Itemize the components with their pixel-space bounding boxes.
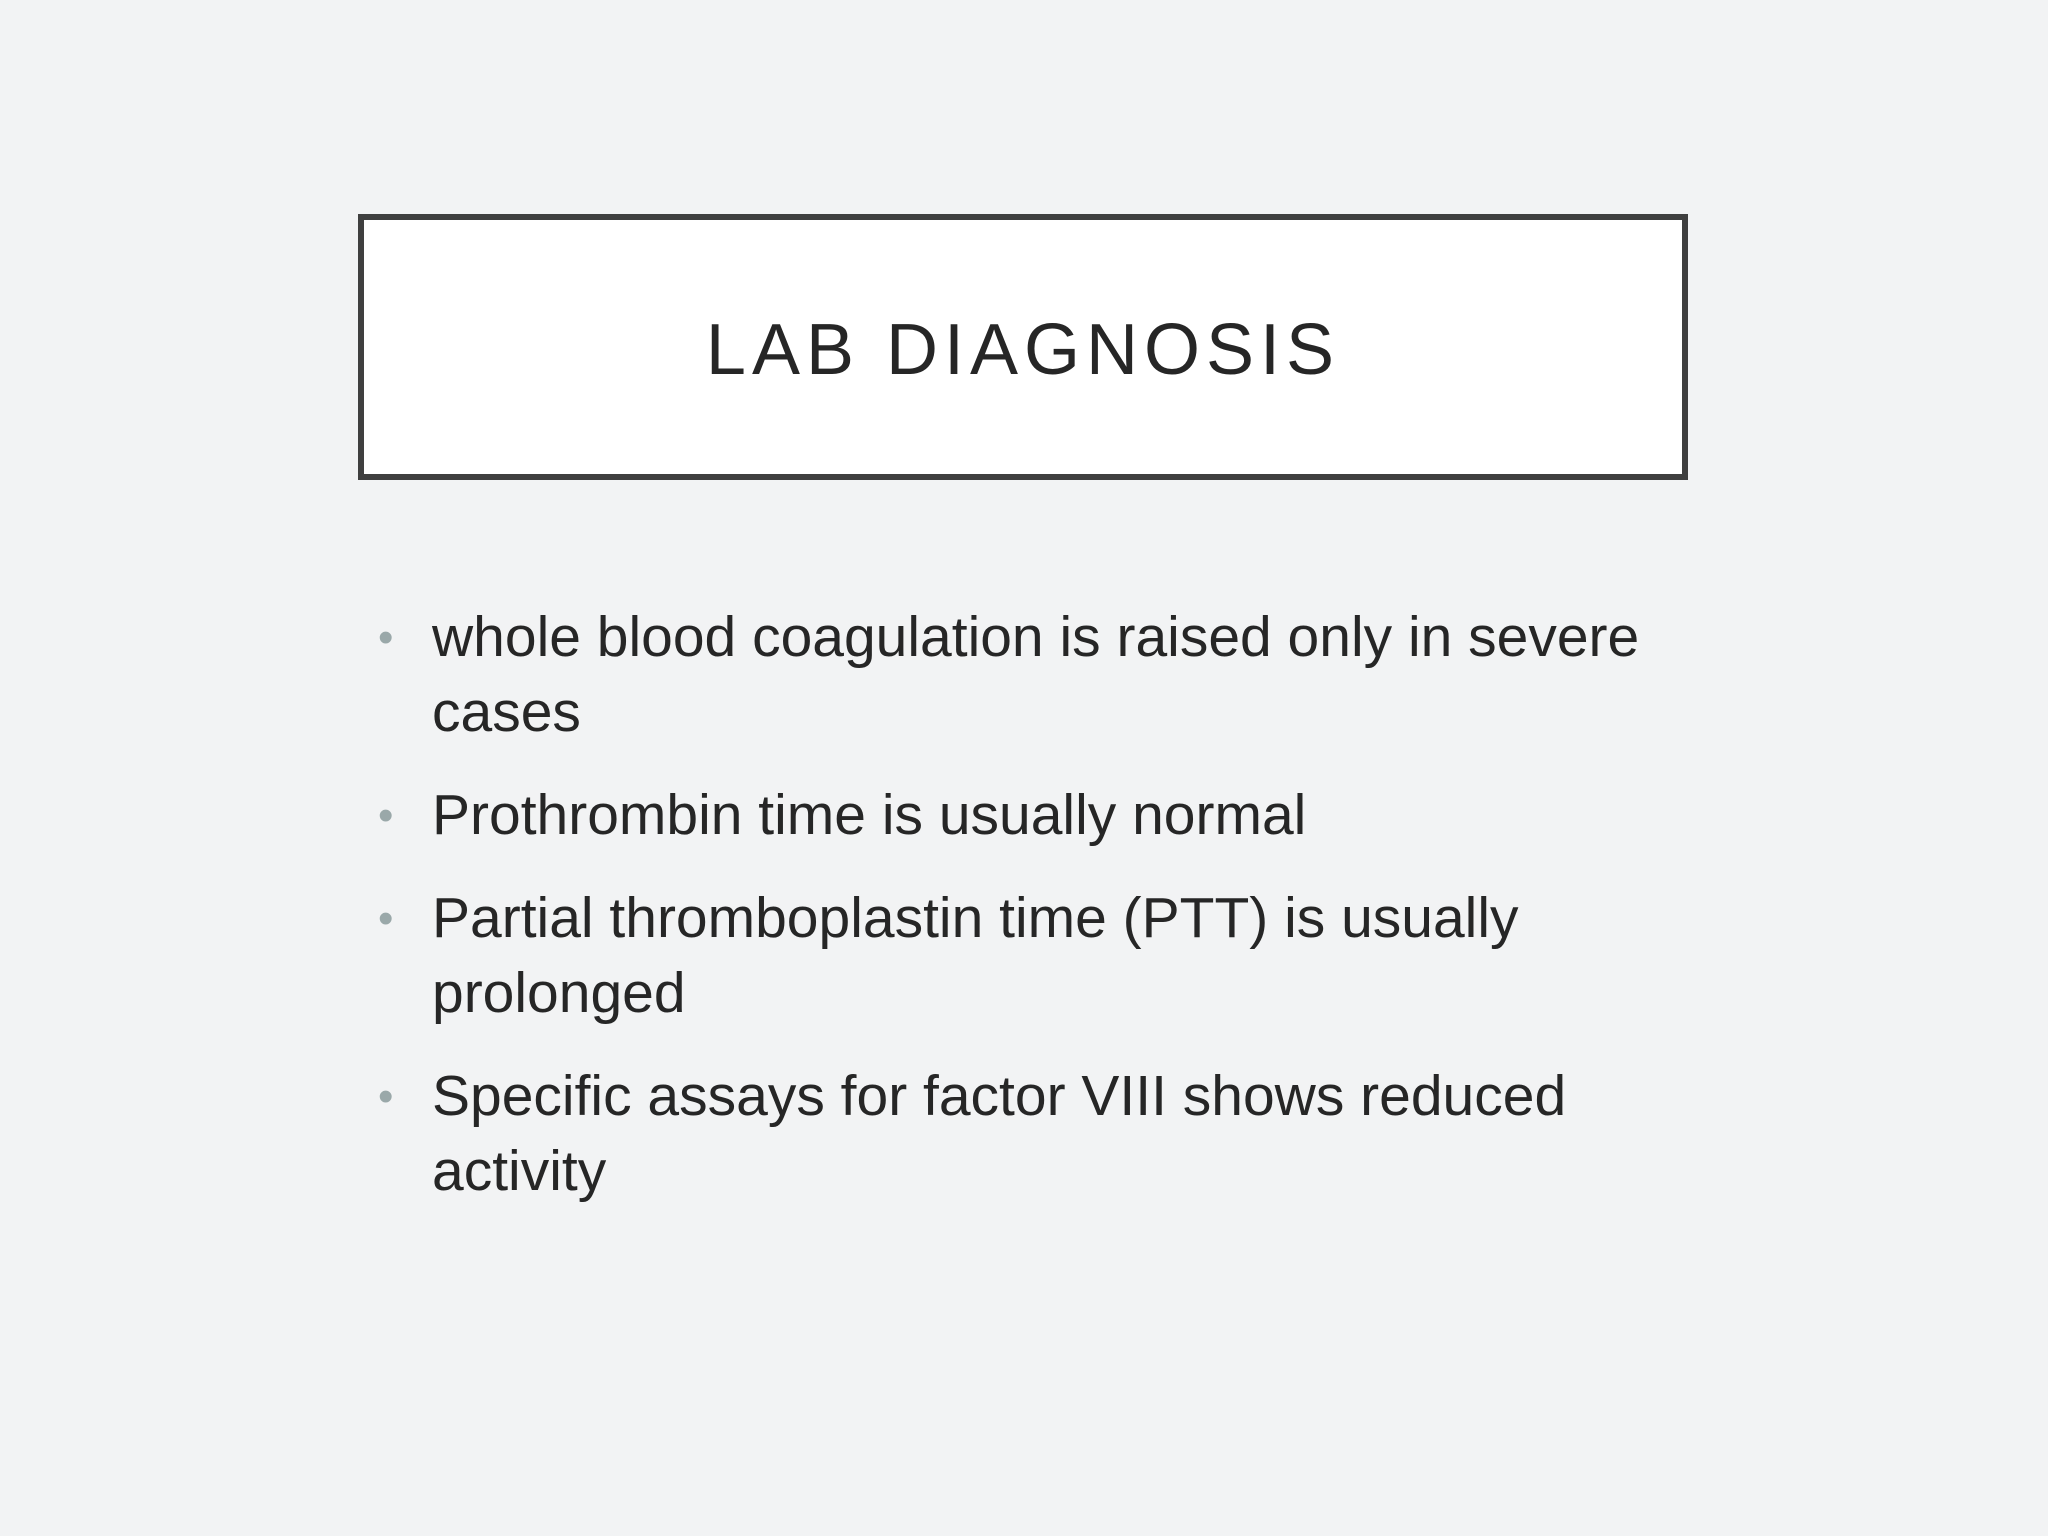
bullet-icon: •: [378, 613, 394, 662]
bullet-list: [378, 600, 1698, 1237]
bullet-text: Prothrombin time is usually normal: [432, 783, 1307, 847]
title-box: [358, 214, 1688, 480]
bullet-item: [378, 881, 1698, 1031]
bullet-item: [378, 778, 1698, 853]
bullet-icon: •: [378, 1072, 394, 1121]
bullet-icon: •: [378, 791, 394, 840]
slide-title: LAB DIAGNOSIS: [705, 310, 1341, 390]
bullet-text: Specific assays for factor VIII shows reduced activity: [432, 1064, 1567, 1203]
bullet-item: [378, 600, 1698, 750]
bullet-text: whole blood coagulation is raised only in severe cases: [432, 605, 1640, 744]
bullet-text: Partial thromboplastin time (PTT) is usually prolonged: [432, 886, 1519, 1025]
bullet-icon: •: [378, 894, 394, 943]
bullet-item: [378, 1059, 1698, 1209]
